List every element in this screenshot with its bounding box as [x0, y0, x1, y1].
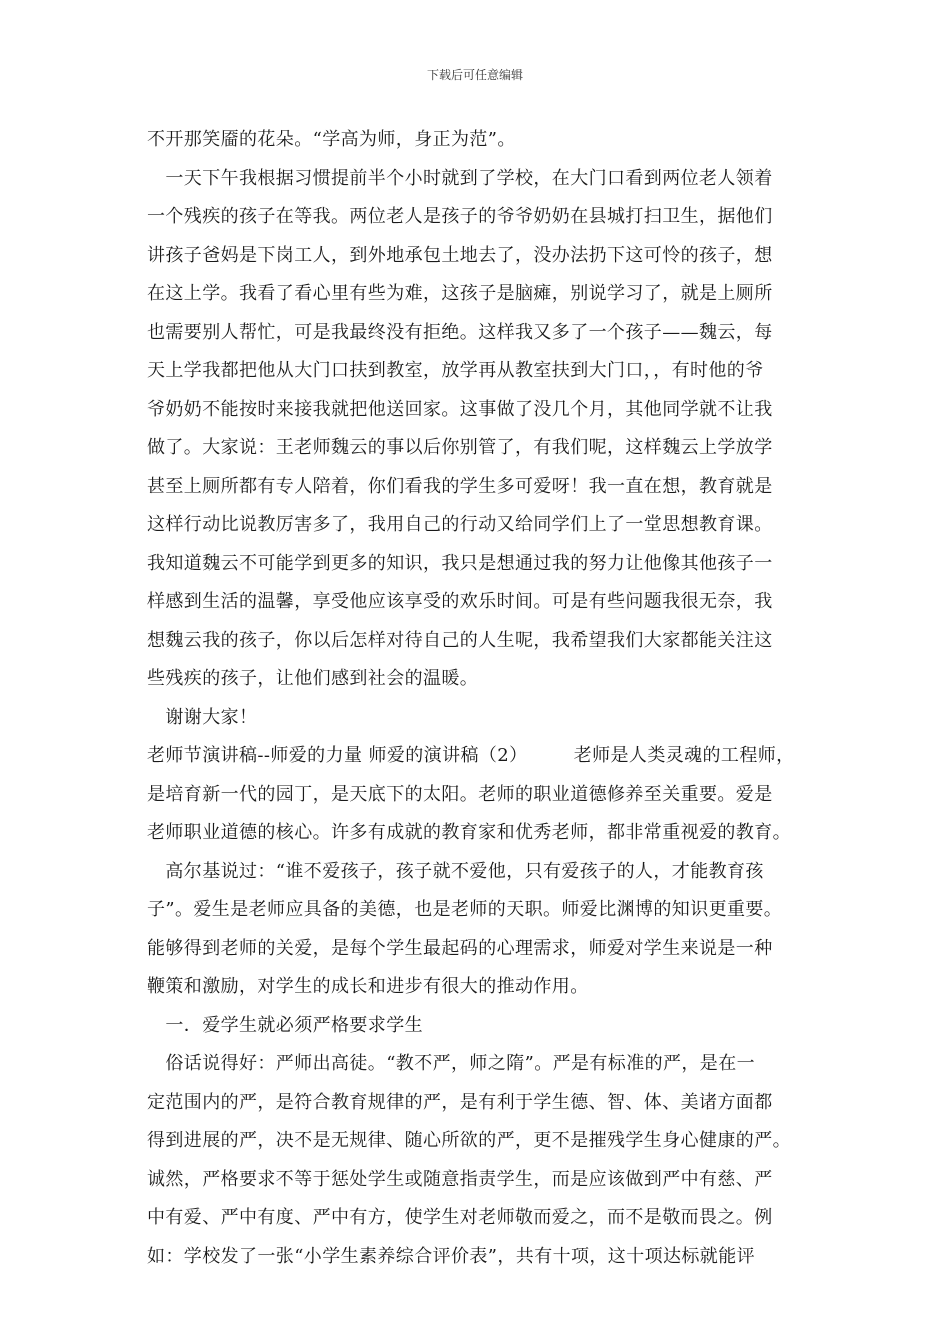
- text-line: 想魏云我的孩子，你以后怎样对待自己的人生呢，我希望我们大家都能关注这: [147, 629, 773, 651]
- text-line: 俗话说得好：严师出高徒。“教不严，师之隋”。严是有标准的严，是在一: [147, 1053, 756, 1074]
- text-line: 是培育新一代的园丁，是天底下的太阳。老师的职业道德修养至关重要。爱是: [147, 783, 773, 805]
- text-line: 鞭策和激励，对学生的成长和进步有很大的推动作用。: [147, 976, 589, 997]
- text-line: 老师职业道德的核心。许多有成就的教育家和优秀老师，都非常重视爱的教育。: [147, 822, 791, 843]
- text-line: 谢谢大家！: [147, 706, 258, 728]
- text-line: 能够得到老师的关爱，是每个学生最起码的心理需求，师爱对学生来说是一种: [147, 937, 773, 959]
- text-line: 诚然，严格要求不等于惩处学生或随意指责学生，而是应该做到严中有慈、严: [147, 1168, 773, 1190]
- text-line: 这样行动比说教厉害多了，我用自己的行动又给同学们上了一堂思想教育课。: [147, 514, 773, 535]
- text-line: 在这上学。我看了看心里有些为难，这孩子是脑瘫，别说学习了，就是上厕所: [147, 283, 773, 304]
- text-line: 爷奶奶不能按时来接我就把他送回家。这事做了没几个月，其他同学就不让我: [147, 398, 773, 420]
- text-line: 老师节演讲稿--师爱的力量 师爱的演讲稿（2） 老师是人类灵魂的工程师，: [147, 745, 795, 766]
- text-line: 甚至上厕所都有专人陪着，你们看我的学生多可爱呀！我一直在想，教育就是: [147, 475, 773, 497]
- text-line: 讲孩子爸妈是下岗工人，到外地承包土地去了，没办法扔下这可怜的孩子，想: [147, 244, 773, 266]
- text-line: 做了。大家说：王老师魏云的事以后你别管了，有我们呢，这样魏云上学放学: [147, 437, 773, 458]
- page-header: 下载后可任意编辑: [426, 68, 523, 82]
- text-line: 不开那笑靥的花朵。“学高为师，身正为范”。: [147, 129, 516, 150]
- text-line: 一．爱学生就必须严格要求学生: [147, 1014, 423, 1036]
- text-line: 如：学校发了一张“小学生素养综合评价表”，共有十项，这十项达标就能评: [147, 1245, 756, 1267]
- text-line: 定范围内的严，是符合教育规律的严，是有利于学生德、智、体、美诸方面都: [147, 1091, 773, 1113]
- text-line: 天上学我都把他从大门口扶到教室，放学再从教室扶到大门口，，有时他的爷: [147, 360, 764, 381]
- text-line: 子”。爱生是老师应具备的美德，也是老师的天职。师爱比渊博的知识更重要。: [147, 899, 783, 920]
- text-line: 也需要别人帮忙，可是我最终没有拒绝。这样我又多了一个孩子——魏云，每: [147, 321, 773, 343]
- text-line: 得到进展的严，决不是无规律、随心所欲的严，更不是摧残学生身心健康的严。: [147, 1130, 791, 1151]
- text-line: 些残疾的孩子，让他们感到社会的温暖。: [147, 668, 479, 689]
- text-line: 高尔基说过：“谁不爱孩子，孩子就不爱他，只有爱孩子的人，才能教育孩: [147, 860, 764, 882]
- text-line: 一天下午我根据习惯提前半个小时就到了学校，在大门口看到两位老人领着: [147, 167, 773, 189]
- text-line: 我知道魏云不可能学到更多的知识，我只是想通过我的努力让他像其他孩子一: [147, 552, 773, 574]
- text-line: 中有爱、严中有度、严中有方，使学生对老师敬而爱之，而不是敬而畏之。例: [147, 1207, 773, 1228]
- text-line: 一个残疾的孩子在等我。两位老人是孩子的爷爷奶奶在县城打扫卫生，据他们: [147, 206, 773, 227]
- text-line: 样感到生活的温馨，享受他应该享受的欢乐时间。可是有些问题我很无奈，我: [147, 591, 773, 612]
